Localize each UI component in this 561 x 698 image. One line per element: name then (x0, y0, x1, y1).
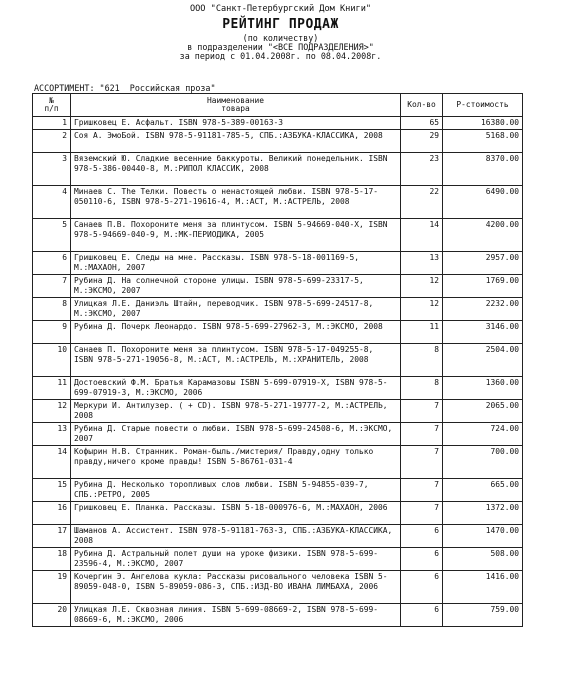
table-row (33, 117, 523, 130)
row-sum: 2065.00 (443, 400, 523, 423)
row-title: Кочергин Э. Ангелова кукла: Рассказы рисовального человека ISBN 5-89059-048-0, ISBN 5-89059-086-3, СПБ.:ИЗД-ВО ИВАНА ЛИМБАХА, 2006 (71, 571, 401, 604)
row-number: 16 (33, 502, 71, 525)
row-number: 7 (33, 275, 71, 298)
row-title: Рубина Д. На солнечной стороне улицы. ISBN 978-5-699-23317-5, М.:ЭКСМО, 2007 (71, 275, 401, 298)
row-number: 11 (33, 377, 71, 400)
row-sum: 665.00 (443, 479, 523, 502)
table-row (33, 377, 523, 400)
report-subtitle-criteria: (по количеству) (242, 33, 319, 43)
row-sum: 2232.00 (443, 298, 523, 321)
row-quantity: 65 (401, 117, 443, 130)
row-sum: 508.00 (443, 548, 523, 571)
row-quantity: 6 (401, 604, 443, 627)
row-title: Кофырин Н.В. Странник. Роман-быль./мистерия/ Правду,одну только правду,ничего кроме правды! ISBN 5-86761-031-4 (71, 446, 401, 479)
column-header-number-line2: п/п (44, 104, 59, 113)
row-title: Соя А. ЭмоБой. ISBN 978-5-91181-785-5, СПБ.:АЗБУКА-КЛАССИКА, 2008 (71, 130, 401, 153)
table-row (33, 548, 523, 571)
column-header-number (33, 94, 71, 117)
row-title: Шаманов А. Ассистент. ISBN 978-5-91181-763-3, СПБ.:АЗБУКА-КЛАССИКА, 2008 (71, 525, 401, 548)
row-sum: 16380.00 (443, 117, 523, 130)
table-row (33, 502, 523, 525)
row-title: Рубина Д. Почерк Леонардо. ISBN 978-5-699-27962-3, М.:ЭКСМО, 2008 (71, 321, 401, 344)
row-number: 14 (33, 446, 71, 479)
row-number: 12 (33, 400, 71, 423)
row-title: Санаев П.В. Похороните меня за плинтусом. ISBN 5-94669-040-Х, ISBN 978-5-94669-040-9, М.:МК-ПЕРИОДИКА, 2005 (71, 219, 401, 252)
row-number: 15 (33, 479, 71, 502)
row-quantity: 29 (401, 130, 443, 153)
row-number: 3 (33, 153, 71, 186)
row-quantity: 7 (401, 502, 443, 525)
row-title: Вяземский Ю. Сладкие весенние баккуроты. Великий понедельник. ISBN 978-5-386-00440-8, М.:РИПОЛ КЛАССИК, 2008 (71, 153, 401, 186)
row-quantity: 8 (401, 377, 443, 400)
table-row (33, 252, 523, 275)
column-header-quantity: Кол-во (401, 94, 443, 117)
report-subtitle-department: в подразделении "<ВСЕ ПОДРАЗДЕЛЕНИЯ>" (187, 42, 374, 52)
row-title: Гришковец Е. Асфальт. ISBN 978-5-389-00163-3 (71, 117, 401, 130)
table-row (33, 604, 523, 627)
row-quantity: 7 (401, 479, 443, 502)
assortment-label: АССОРТИМЕНТ: "621 Российская проза" (34, 83, 216, 93)
row-quantity: 7 (401, 400, 443, 423)
row-number: 4 (33, 186, 71, 219)
row-number: 8 (33, 298, 71, 321)
row-title: Гришковец Е. Следы на мне. Рассказы. ISBN 978-5-18-001169-5, М.:МАХАОН, 2007 (71, 252, 401, 275)
row-quantity: 22 (401, 186, 443, 219)
table-row (33, 321, 523, 344)
report-title: РЕЙТИНГ ПРОДАЖ (222, 17, 339, 32)
row-quantity: 6 (401, 571, 443, 604)
row-number: 1 (33, 117, 71, 130)
report-subtitle-period: за период с 01.04.2008г. по 08.04.2008г. (179, 51, 382, 61)
row-number: 13 (33, 423, 71, 446)
row-sum: 700.00 (443, 446, 523, 479)
row-sum: 1360.00 (443, 377, 523, 400)
table-row (33, 153, 523, 186)
row-sum: 1416.00 (443, 571, 523, 604)
row-number: 9 (33, 321, 71, 344)
row-title: Минаев С. The Телки. Повесть о ненастоящей любви. ISBN 978-5-17-050110-6, ISBN 978-5-271-19616-4, М.:АСТ, М.:АСТРЕЛЬ, 2008 (71, 186, 401, 219)
row-title: Санаев П. Похороните меня за плинтусом. ISBN 978-5-17-049255-8, ISBN 978-5-271-19056-8, М.:АСТ, М.:АСТРЕЛЬ, М.:ХРАНИТЕЛЬ, 2008 (71, 344, 401, 377)
row-sum: 6490.00 (443, 186, 523, 219)
column-header-name (71, 94, 401, 117)
table-row (33, 446, 523, 479)
row-quantity: 8 (401, 344, 443, 377)
table-row (33, 479, 523, 502)
organization-name: ООО "Санкт-Петербургский Дом Книги" (189, 4, 372, 14)
row-title: Рубина Д. Старые повести о любви. ISBN 978-5-699-24508-6, М.:ЭКСМО, 2007 (71, 423, 401, 446)
table-row (33, 275, 523, 298)
row-sum: 4200.00 (443, 219, 523, 252)
row-title: Достоевский Ф.М. Братья Карамазовы ISBN 5-699-07919-Х, ISBN 978-5-699-07919-3, М.:ЭКСМО, 2006 (71, 377, 401, 400)
table-row (33, 219, 523, 252)
row-title: Гришковец Е. Планка. Рассказы. ISBN 5-18-000976-6, М.:МАХАОН, 2006 (71, 502, 401, 525)
row-sum: 1372.00 (443, 502, 523, 525)
table-row (33, 130, 523, 153)
row-number: 2 (33, 130, 71, 153)
row-quantity: 7 (401, 423, 443, 446)
row-title: Улицкая Л.Е. Сквозная линия. ISBN 5-699-08669-2, ISBN 978-5-699-08669-6, М.:ЭКСМО, 2006 (71, 604, 401, 627)
table-row (33, 186, 523, 219)
table-row (33, 571, 523, 604)
row-quantity: 7 (401, 446, 443, 479)
row-quantity: 6 (401, 525, 443, 548)
row-number: 18 (33, 548, 71, 571)
table-row (33, 344, 523, 377)
table-row (33, 400, 523, 423)
row-quantity: 12 (401, 298, 443, 321)
column-header-name-line1: Наименование (206, 95, 264, 105)
row-number: 10 (33, 344, 71, 377)
row-title: Меркури И. Антилузер. ( + CD). ISBN 978-5-271-19777-2, М.:АСТРЕЛЬ, 2008 (71, 400, 401, 423)
row-sum: 8370.00 (443, 153, 523, 186)
row-quantity: 12 (401, 275, 443, 298)
column-header-number-line1: № (49, 95, 54, 105)
table-row (33, 298, 523, 321)
sales-rating-table (32, 93, 523, 627)
row-number: 17 (33, 525, 71, 548)
row-title: Рубина Д. Несколько торопливых слов любви. ISBN 5-94855-039-7, СПБ.:РЕТРО, 2005 (71, 479, 401, 502)
table-header-row (33, 94, 523, 117)
row-number: 6 (33, 252, 71, 275)
row-sum: 1470.00 (443, 525, 523, 548)
row-title: Рубина Д. Астральный полет души на уроке физики. ISBN 978-5-699-23596-4, М.:ЭКСМО, 2007 (71, 548, 401, 571)
table-row (33, 423, 523, 446)
row-title: Улицкая Л.Е. Даниэль Штайн, переводчик. ISBN 978-5-699-24517-8, М.:ЭКСМО, 2007 (71, 298, 401, 321)
row-quantity: 13 (401, 252, 443, 275)
row-number: 5 (33, 219, 71, 252)
column-header-name-line2: товара (221, 104, 250, 113)
row-number: 19 (33, 571, 71, 604)
row-number: 20 (33, 604, 71, 627)
row-sum: 759.00 (443, 604, 523, 627)
row-sum: 1769.00 (443, 275, 523, 298)
row-sum: 2957.00 (443, 252, 523, 275)
row-sum: 3146.00 (443, 321, 523, 344)
row-quantity: 14 (401, 219, 443, 252)
column-header-price: Р-стоимость (443, 94, 523, 117)
row-quantity: 23 (401, 153, 443, 186)
row-quantity: 6 (401, 548, 443, 571)
row-sum: 2504.00 (443, 344, 523, 377)
row-sum: 5168.00 (443, 130, 523, 153)
row-sum: 724.00 (443, 423, 523, 446)
row-quantity: 11 (401, 321, 443, 344)
table-row (33, 525, 523, 548)
